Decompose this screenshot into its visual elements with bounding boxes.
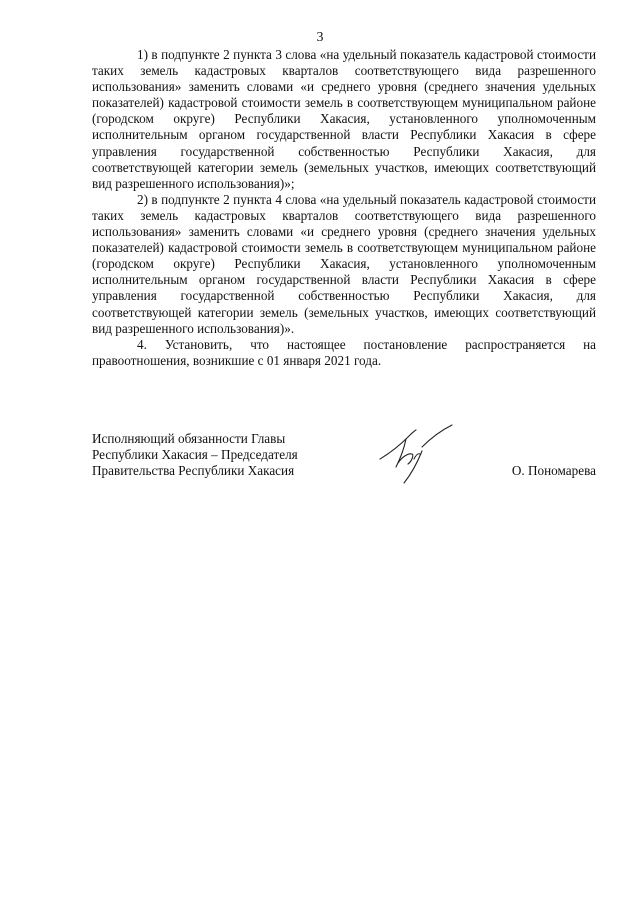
page-number: 3 <box>316 30 324 45</box>
handwritten-signature-icon <box>378 423 458 485</box>
paragraph-amendment-2: 2) в подпункте 2 пункта 4 слова «на удельный показатель кадастровой стоимости таких земель кадастровых кварталов соответствующего вида разрешенного использования» заменить словами «и среднего уровня (среднего значения удельных показателей) кадастровой стоимости земель в соответствующем муниципальном районе (городском округе) Республики Хакасия, установленного уполномоченным исполнительным органом государственной власти Республики Хакасия в сфере управления государственной собственностью Республики Хакасия, для соответствующей категории земель (земельных участков, имеющих соответствующий вид разрешенного использования)». <box>92 191 596 336</box>
signer-position <box>92 431 298 479</box>
signature-block <box>92 431 596 491</box>
document-body <box>92 47 596 369</box>
paragraph-amendment-1: 1) в подпункте 2 пункта 3 слова «на удельный показатель кадастровой стоимости таких земель кадастровых кварталов соответствующего вида разрешенного использования» заменить словами «и среднего уровня (среднего значения удельных показателей) кадастровой стоимости земель в соответствующем муниципальном районе (городском округе) Республики Хакасия, установленного уполномоченным исполнительным органом государственной власти Республики Хакасия в сфере управления государственной собственностью Республики Хакасия, для соответствующей категории земель (земельных участков, имеющих соответствующий вид разрешенного использования)»; <box>92 47 596 191</box>
signer-position-line-2: Республики Хакасия – Председателя <box>92 447 298 463</box>
signer-position-line-1: Исполняющий обязанности Главы <box>92 431 286 446</box>
signer-position-line-3: Правительства Республики Хакасия <box>92 463 295 479</box>
signer-name: О. Пономарева <box>511 463 596 478</box>
paragraph-effective-date: 4. Установить, что настоящее постановление распространяется на правоотношения, возникшие с 01 января 2021 года. <box>92 336 596 368</box>
